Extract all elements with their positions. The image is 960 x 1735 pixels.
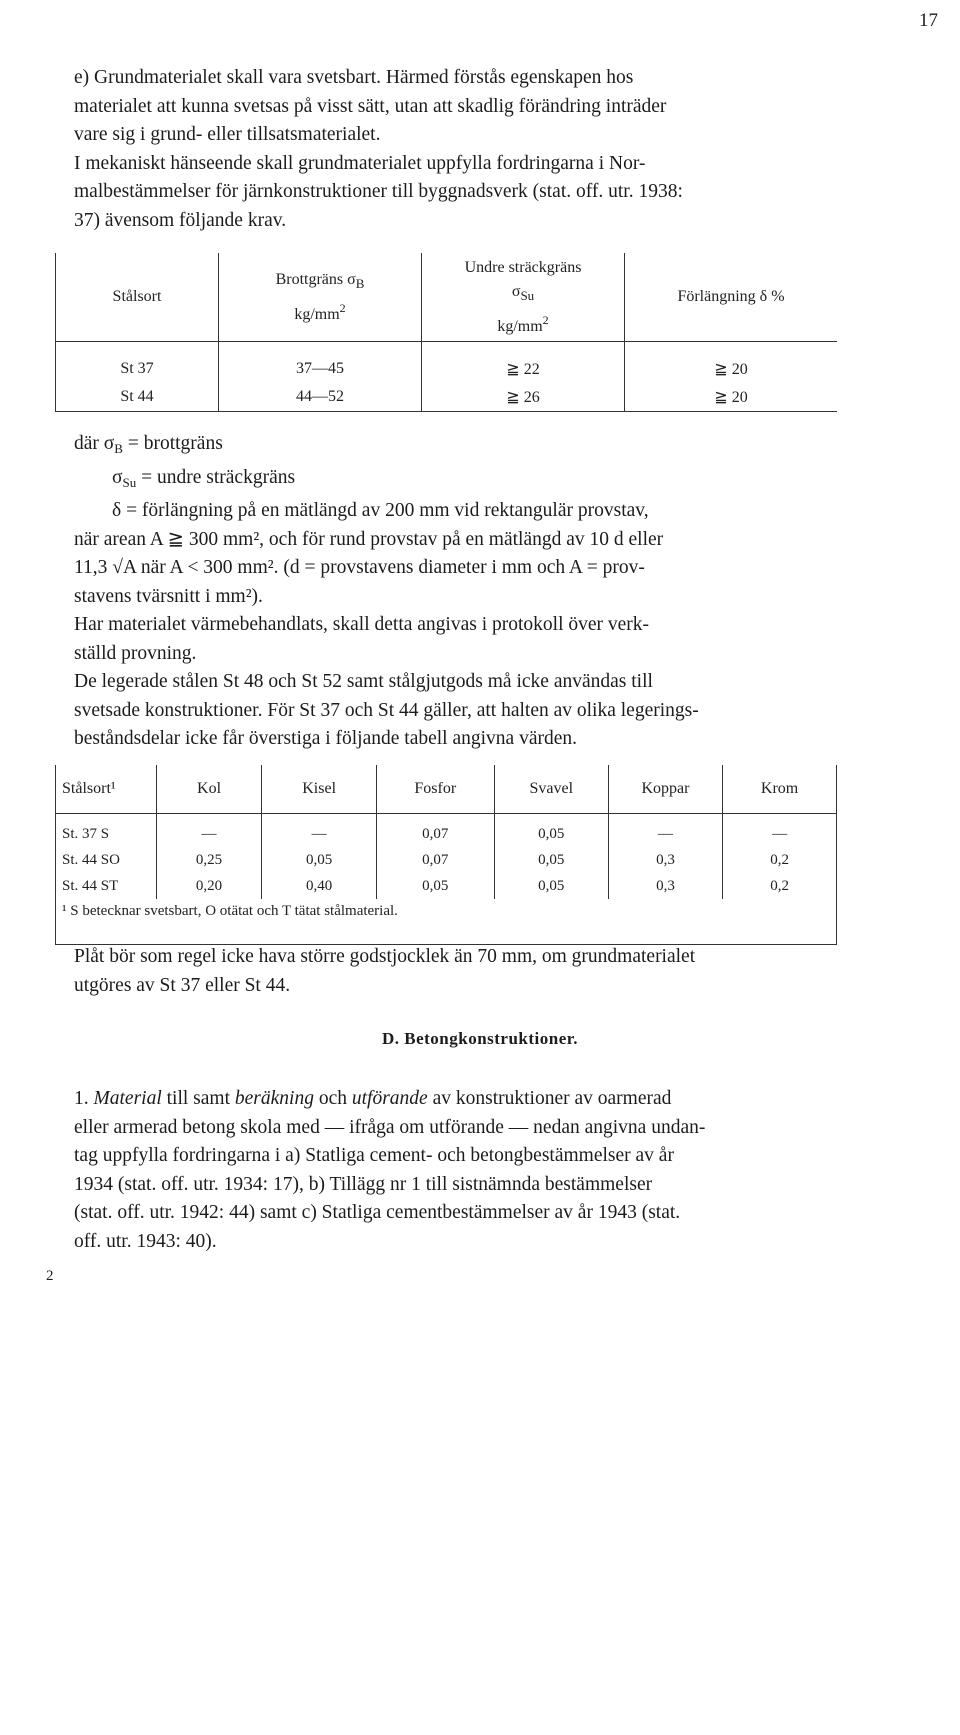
- table-cell: 0,05: [376, 873, 494, 899]
- page-number: 17: [919, 10, 938, 31]
- section-heading: D. Betongkonstruktioner.: [381, 1029, 579, 1048]
- text-line: beståndsdelar icke får överstiga i följande tabell angivna värden.: [74, 728, 578, 749]
- table-cell: 0,05: [494, 814, 608, 848]
- text-line: tag uppfylla fordringarna i a) Statliga cement- och betongbestämmelser av år: [74, 1145, 674, 1166]
- table-cell: 0,05: [494, 873, 608, 899]
- table-cell: 0,05: [262, 847, 377, 873]
- text-line: utgöres av St 37 eller St 44.: [74, 974, 291, 996]
- col-header-stalsort: Stålsort: [56, 253, 219, 342]
- text-line: (stat. off. utr. 1942: 44) samt c) Statliga cementbestämmelser av år 1943 (stat.: [74, 1202, 681, 1223]
- col-header: Krom: [723, 765, 837, 814]
- table-footnote: ¹ S betecknar svetsbart, O otätat och T tätat stålmaterial.: [62, 903, 398, 919]
- table-cell: 0,3: [608, 847, 722, 873]
- col-header: Fosfor: [376, 765, 494, 814]
- table-cell: ≧ 22: [422, 342, 625, 384]
- table-cell: 0,2: [770, 877, 789, 894]
- table-cell: ≧ 20: [714, 389, 748, 406]
- table-cell: St 37: [56, 342, 219, 384]
- table-cell: ≧ 26: [422, 383, 625, 412]
- text-line: I mekaniskt hänseende skall grundmaterialet uppfylla fordringarna i Nor-: [74, 152, 646, 174]
- table-cell: St 44: [56, 383, 219, 412]
- table-cell: 0,05: [494, 847, 608, 873]
- col-header-strackgrans: Undre sträckgräns $\sigma_{Su}$ $kg/mm^2$: [422, 253, 625, 342]
- table-cell: 0,07: [376, 847, 494, 873]
- col-header: Kisel: [262, 765, 377, 814]
- col-header: Koppar: [608, 765, 722, 814]
- table-row: [56, 847, 837, 873]
- text-line: vare sig i grund- eller tillsatsmaterialet.: [74, 124, 381, 145]
- table-cell: 0,3: [608, 873, 722, 899]
- table-cell: —: [156, 814, 262, 848]
- text-line: svetsade konstruktioner. För St 37 och St 44 gäller, att halten av olika legerings-: [74, 699, 699, 721]
- text-line: när arean A ≧ 300 mm², och för rund provstav på en mätlängd av 10 d eller: [74, 528, 664, 550]
- text-line: 37) ävensom följande krav.: [74, 209, 287, 231]
- table-cell: 0,25: [156, 847, 262, 873]
- text-line: 1934 (stat. off. utr. 1934: 17), b) Tillägg nr 1 till sistnämnda bestämmelser: [74, 1173, 653, 1195]
- text-line: Har materialet värmebehandlats, skall detta angivas i protokoll över verk-: [74, 614, 650, 635]
- table-row: [56, 342, 838, 384]
- text-line: ställd provning.: [74, 642, 197, 664]
- text-line: eller armerad betong skola med — ifråga om utförande — nedan angivna undan-: [74, 1116, 706, 1138]
- text-line: malbestämmelser för järnkonstruktioner till byggnadsverk (stat. off. utr. 1938:: [74, 181, 683, 202]
- text-line: där $\sigma_B$ = brottgräns: [74, 433, 223, 456]
- text-line: 1. Material till samt beräkning och utförande av konstruktioner av oarmerad: [74, 1088, 672, 1109]
- table-cell: 0,20: [156, 873, 262, 899]
- table-cell: 0,2: [770, 851, 789, 868]
- strength-table: [55, 253, 837, 412]
- definitions-paragraph: [74, 430, 838, 754]
- table-footnote-row: [56, 899, 837, 945]
- col-header-forlangning: Förlängning δ %: [677, 288, 785, 305]
- table-cell: 37—45: [219, 342, 422, 384]
- text-line: 11,3 √A när A < 300 mm². (d = provstavens diameter i mm och A = prov-: [74, 557, 645, 578]
- table-cell: —: [262, 814, 377, 848]
- table-row: [56, 814, 837, 848]
- text-line: materialet att kunna svetsas på visst sätt, utan att skadlig förändring inträder: [74, 95, 667, 117]
- col-header: Svavel: [494, 765, 608, 814]
- concrete-paragraph: [74, 1085, 838, 1256]
- text-line: δ = förlängning på en mätlängd av 200 mm vid rektangulär provstav,: [112, 500, 649, 521]
- table-cell: 0,07: [376, 814, 494, 848]
- alloy-table: [55, 765, 837, 945]
- table-row: [56, 383, 838, 412]
- col-header-brottgrans: Brottgräns $\sigma_B$ $kg/mm^2$: [219, 253, 422, 342]
- table-cell: —: [772, 825, 788, 842]
- table-row: [56, 873, 837, 899]
- table-cell: St. 37 S: [56, 814, 157, 848]
- table-cell: —: [608, 814, 722, 848]
- footer-number: 2: [46, 1268, 54, 1284]
- text-line: stavens tvärsnitt i mm²).: [74, 585, 263, 607]
- text-line: off. utr. 1943: 40).: [74, 1230, 217, 1252]
- text-line: $\sigma_{Su}$ = undre sträckgräns: [112, 466, 296, 490]
- text-line: Plåt bör som regel icke hava större godstjocklek än 70 mm, om grundmaterialet: [74, 946, 696, 967]
- paragraph-e: [74, 64, 838, 235]
- plate-paragraph: [74, 943, 838, 1000]
- text-line: De legerade stålen St 48 och St 52 samt stålgjutgods må icke användas till: [74, 671, 653, 692]
- table-cell: St. 44 ST: [56, 873, 157, 899]
- table-cell: 44—52: [219, 383, 422, 412]
- col-header: Stålsort¹: [56, 765, 157, 814]
- text-line: e) Grundmaterialet skall vara svetsbart. Härmed förstås egenskapen hos: [74, 67, 634, 88]
- table-cell: ≧ 20: [714, 361, 748, 378]
- col-header: Kol: [156, 765, 262, 814]
- table-cell: 0,40: [262, 873, 377, 899]
- table-cell: St. 44 SO: [56, 847, 157, 873]
